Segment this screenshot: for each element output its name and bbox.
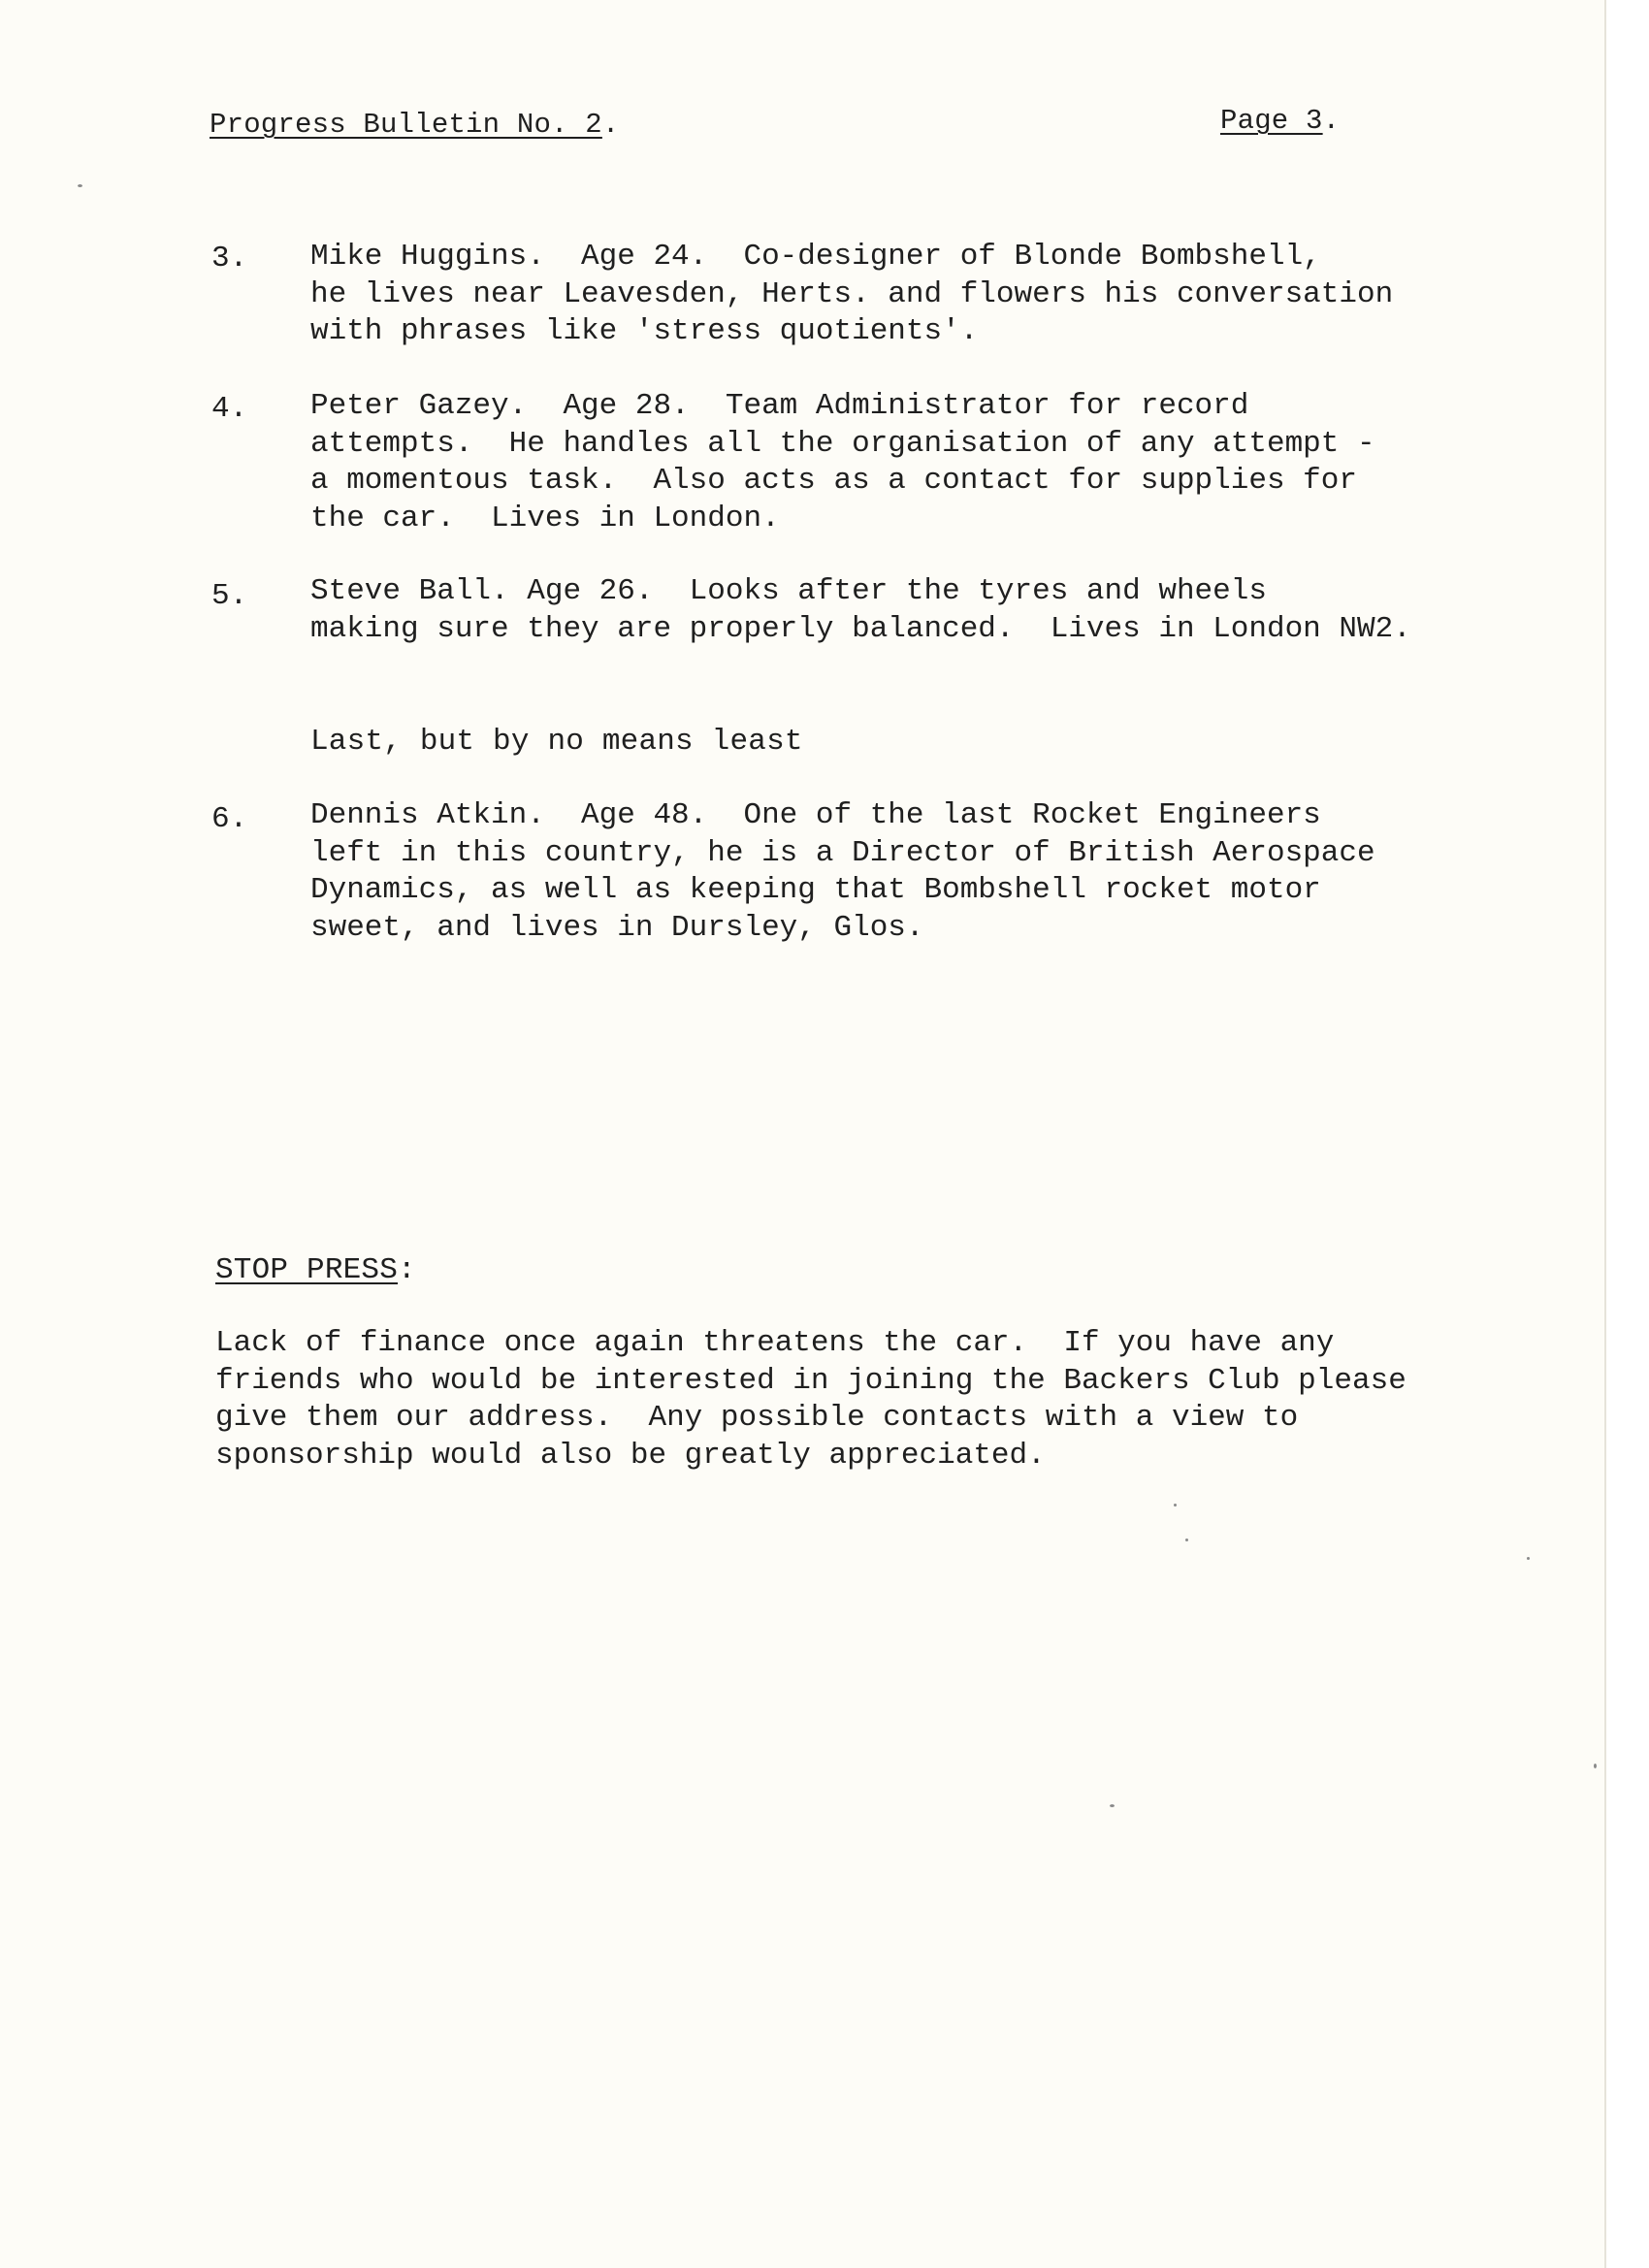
stop-press-heading: STOP PRESS:: [215, 1253, 416, 1287]
stop-press-line: Lack of finance once again threatens the car. If you have any: [215, 1326, 1335, 1360]
paper-speck: [1185, 1539, 1188, 1541]
item-number: 5.: [211, 579, 248, 613]
item-line: Mike Huggins. Age 24. Co-designer of Blonde Bombshell,: [310, 240, 1321, 274]
item-line: a momentous task. Also acts as a contact for supplies for: [310, 464, 1357, 498]
item-6-text: [310, 797, 1375, 947]
bulletin-title: Progress Bulletin No. 2.: [210, 109, 620, 141]
paper-speck: [1527, 1557, 1530, 1560]
paper-speck: [1110, 1804, 1115, 1807]
item-5-text: [310, 573, 1411, 648]
item-line: making sure they are properly balanced. Lives in London NW2.: [310, 611, 1411, 646]
item-line: Peter Gazey. Age 28. Team Administrator for record: [310, 389, 1249, 423]
paper-speck: [1174, 1504, 1177, 1507]
stop-press-line: friends who would be interested in joining the Backers Club please: [215, 1363, 1406, 1398]
item-line: the car. Lives in London.: [310, 501, 780, 535]
page-number: Page 3.: [1220, 105, 1341, 137]
paper-speck: [1594, 1764, 1597, 1768]
stop-press-line: sponsorship would also be greatly appreciated.: [215, 1438, 1046, 1473]
item-line: Dennis Atkin. Age 48. One of the last Rocket Engineers: [310, 798, 1321, 832]
stop-press-heading-text: STOP PRESS: [215, 1253, 399, 1287]
item-line: he lives near Leavesden, Herts. and flowers his conversation: [310, 276, 1394, 311]
item-3-text: [310, 239, 1393, 351]
item-number: 4.: [211, 392, 248, 426]
item-line: Dynamics, as well as keeping that Bombshell rocket motor: [310, 873, 1321, 907]
item-number: 3.: [211, 242, 248, 275]
bulletin-title-text: Progress Bulletin No. 2: [210, 109, 602, 141]
interlude-text: Last, but by no means least: [310, 725, 803, 759]
item-line: left in this country, he is a Director of British Aerospace: [310, 835, 1375, 870]
item-number: 6.: [211, 802, 248, 836]
page-number-text: Page 3: [1220, 105, 1323, 137]
stop-press-body: [215, 1325, 1406, 1474]
stop-press-line: give them our address. Any possible contacts with a view to: [215, 1401, 1299, 1435]
item-line: with phrases like 'stress quotients'.: [310, 314, 979, 348]
paper-speck: [78, 184, 82, 187]
page-edge: [1604, 0, 1649, 2268]
item-line: sweet, and lives in Dursley, Glos.: [310, 910, 924, 945]
item-line: Steve Ball. Age 26. Looks after the tyres and wheels: [310, 574, 1267, 608]
item-4-text: [310, 388, 1375, 537]
item-line: attempts. He handles all the organisation of any attempt -: [310, 426, 1375, 461]
